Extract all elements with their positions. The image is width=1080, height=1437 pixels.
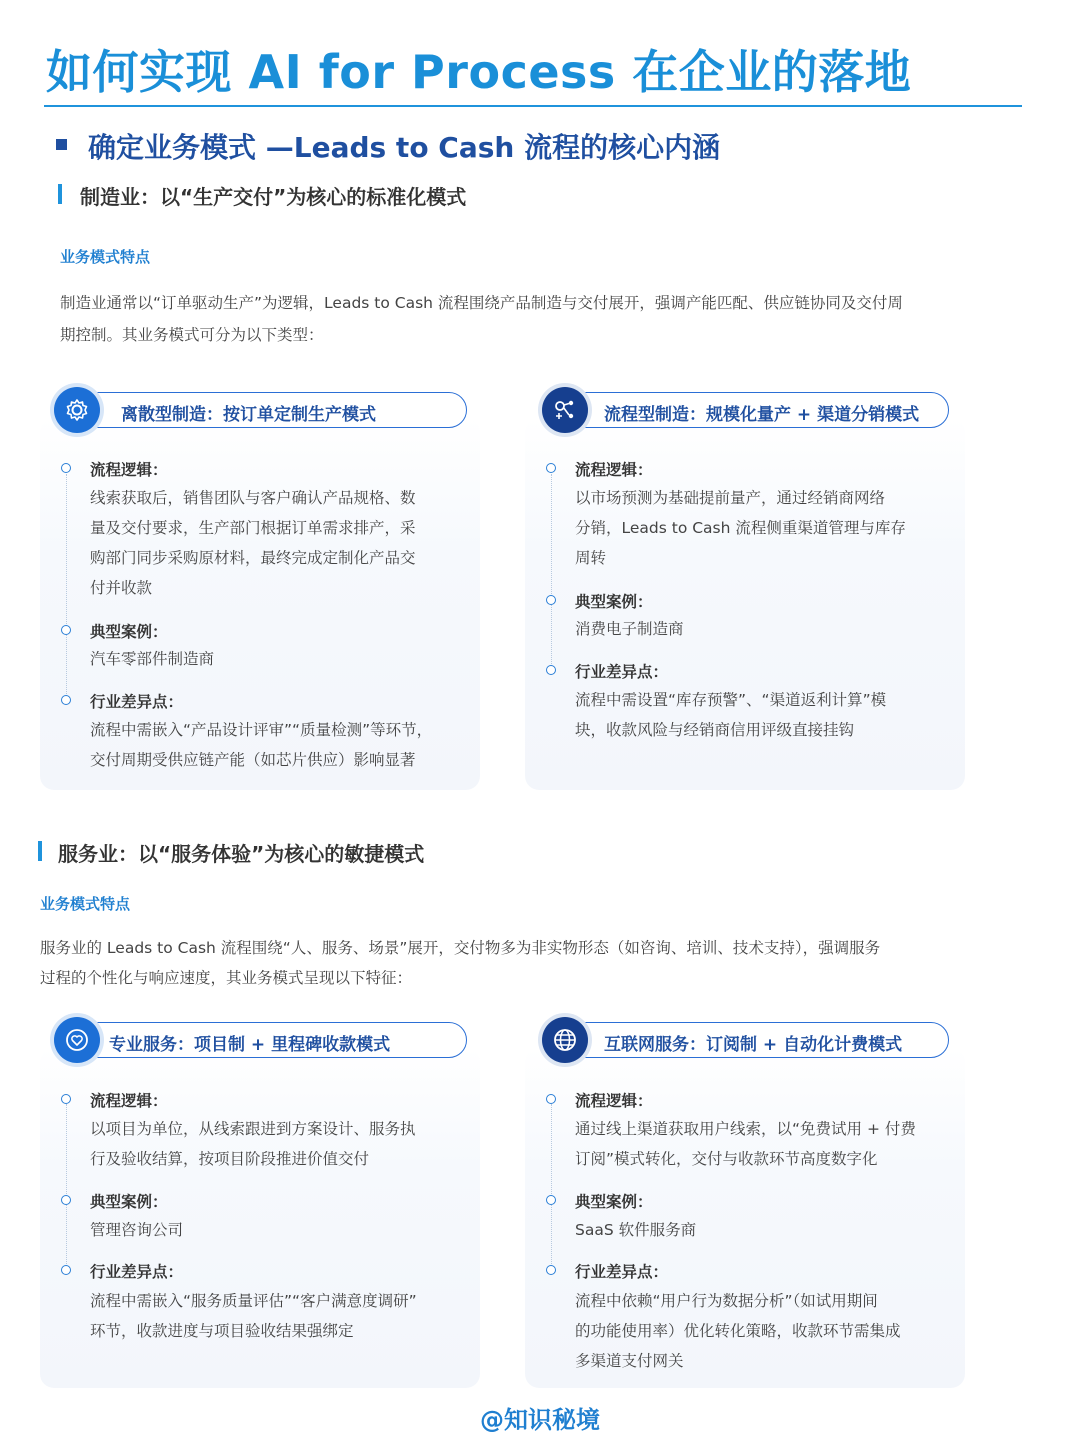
card-title-pill <box>58 392 467 428</box>
feature-label-manufacturing: 业务模式特点 <box>60 248 151 266</box>
bullet-icon <box>546 1265 556 1275</box>
section-heading: 确定业务模式 —Leads to Cash 流程的核心内涵 <box>88 131 721 164</box>
logic-label: 流程逻辑： <box>575 461 653 479</box>
bullet-icon <box>546 1195 556 1205</box>
subsection-bar-manufacturing <box>58 184 62 204</box>
text-line: 管理咨询公司 <box>90 1221 184 1239</box>
logic-text <box>575 1114 955 1174</box>
intro-line: 服务业的 Leads to Cash 流程围绕“人、服务、场景”展开，交付物多为非实物形态（如咨询、培训、技术支持），强调服务 <box>40 939 881 957</box>
subsection-bar-services <box>38 841 42 861</box>
diff-text <box>90 715 470 775</box>
diff-label: 行业差异点： <box>575 1263 669 1281</box>
logic-label: 流程逻辑： <box>90 1092 168 1110</box>
case-text <box>575 1215 955 1245</box>
timeline-line <box>551 1104 552 1272</box>
intro-manufacturing <box>60 287 1040 351</box>
text-line: 消费电子制造商 <box>575 620 684 638</box>
diff-label: 行业差异点： <box>575 663 669 681</box>
bullet-icon <box>546 595 556 605</box>
text-line: 汽车零部件制造商 <box>90 650 215 668</box>
text-line: 行及验收结算，按项目阶段推进价值交付 <box>90 1150 370 1168</box>
heart-shield-icon <box>54 1017 100 1063</box>
subsection-heading-manufacturing: 制造业：以“生产交付”为核心的标准化模式 <box>80 185 467 209</box>
card-title: 互联网服务：订阅制 + 自动化计费模式 <box>604 1035 903 1055</box>
case-text <box>90 644 470 674</box>
bullet-icon <box>61 695 71 705</box>
card-title: 离散型制造：按订单定制生产模式 <box>121 405 376 425</box>
text-line: 块，收款风险与经销商信用评级直接挂钩 <box>575 721 855 739</box>
diff-label: 行业差异点： <box>90 693 184 711</box>
case-label: 典型案例： <box>90 623 168 641</box>
bullet-icon <box>61 1195 71 1205</box>
diff-label: 行业差异点： <box>90 1263 184 1281</box>
bullet-icon <box>61 1094 71 1104</box>
diff-text <box>575 1286 955 1376</box>
text-line: 多渠道支付网关 <box>575 1352 684 1370</box>
network-icon <box>542 387 588 433</box>
text-line: 流程中需嵌入“服务质量评估”“客户满意度调研” <box>90 1292 417 1310</box>
feature-label-services: 业务模式特点 <box>40 895 131 913</box>
text-line: 流程中需嵌入“产品设计评审”“质量检测”等环节， <box>90 721 433 739</box>
diff-text <box>90 1286 470 1346</box>
card-title-pill <box>543 1022 949 1058</box>
author-watermark: @知识秘境 <box>480 1406 600 1434</box>
case-label: 典型案例： <box>575 593 653 611</box>
subsection-heading-services: 服务业：以“服务体验”为核心的敏捷模式 <box>58 842 425 866</box>
card-title-pill <box>58 1022 467 1058</box>
bullet-icon <box>546 463 556 473</box>
bullet-icon <box>61 625 71 635</box>
intro-line: 过程的个性化与响应速度，其业务模式呈现以下特征： <box>40 969 413 987</box>
text-line: 分销，Leads to Cash 流程侧重渠道管理与库存 <box>575 519 906 537</box>
logic-text <box>575 483 955 573</box>
logic-label: 流程逻辑： <box>575 1092 653 1110</box>
bullet-icon <box>61 1265 71 1275</box>
text-line: 流程中需设置“库存预警”、“渠道返利计算”模 <box>575 691 887 709</box>
text-line: 周转 <box>575 549 607 567</box>
text-line: 交付周期受供应链产能（如芯片供应）影响显著 <box>90 751 416 769</box>
gear-icon <box>54 387 100 433</box>
bullet-icon <box>61 463 71 473</box>
timeline-line <box>66 474 67 700</box>
text-line: 以项目为单位，从线索跟进到方案设计、服务执 <box>90 1120 416 1138</box>
text-line: 购部门同步采购原材料，最终完成定制化产品交 <box>90 549 416 567</box>
timeline-line <box>66 1104 67 1272</box>
logic-text <box>90 483 470 603</box>
section-marker <box>56 139 67 150</box>
logic-text <box>90 1114 470 1174</box>
text-line: 量及交付要求，生产部门根据订单需求排产，采 <box>90 519 416 537</box>
text-line: 订阅”模式转化，交付与收款环节高度数字化 <box>575 1150 878 1168</box>
card-title: 专业服务：项目制 + 里程碑收款模式 <box>109 1035 391 1055</box>
page-title: 如何实现 AI for Process 在企业的落地 <box>46 45 912 99</box>
text-line: 通过线上渠道获取用户线索，以“免费试用 + 付费 <box>575 1120 916 1138</box>
case-label: 典型案例： <box>575 1193 653 1211</box>
text-line: 流程中依赖“用户行为数据分析”（如试用期间 <box>575 1292 878 1310</box>
text-line: SaaS 软件服务商 <box>575 1221 697 1239</box>
case-text <box>90 1215 470 1245</box>
text-line: 付并收款 <box>90 579 153 597</box>
text-line: 线索获取后，销售团队与客户确认产品规格、数 <box>90 489 416 507</box>
timeline-line <box>551 474 552 672</box>
diff-text <box>575 685 955 745</box>
intro-line: 期控制。其业务模式可分为以下类型： <box>60 326 324 344</box>
intro-line: 制造业通常以“订单驱动生产”为逻辑，Leads to Cash 流程围绕产品制造与交付展开，强调产能匹配、供应链协同及交付周 <box>60 294 903 312</box>
text-line: 的功能使用率）优化转化策略，收款环节需集成 <box>575 1322 901 1340</box>
bullet-icon <box>546 1094 556 1104</box>
text-line: 以市场预测为基础提前量产，通过经销商网络 <box>575 489 886 507</box>
case-label: 典型案例： <box>90 1193 168 1211</box>
case-text <box>575 614 955 644</box>
card-title-pill <box>543 392 949 428</box>
title-divider <box>44 105 1022 107</box>
text-line: 环节，收款进度与项目验收结果强绑定 <box>90 1322 354 1340</box>
logic-label: 流程逻辑： <box>90 461 168 479</box>
card-title: 流程型制造：规模化量产 + 渠道分销模式 <box>604 405 920 425</box>
globe-icon <box>542 1017 588 1063</box>
intro-services <box>40 933 1040 993</box>
bullet-icon <box>546 665 556 675</box>
